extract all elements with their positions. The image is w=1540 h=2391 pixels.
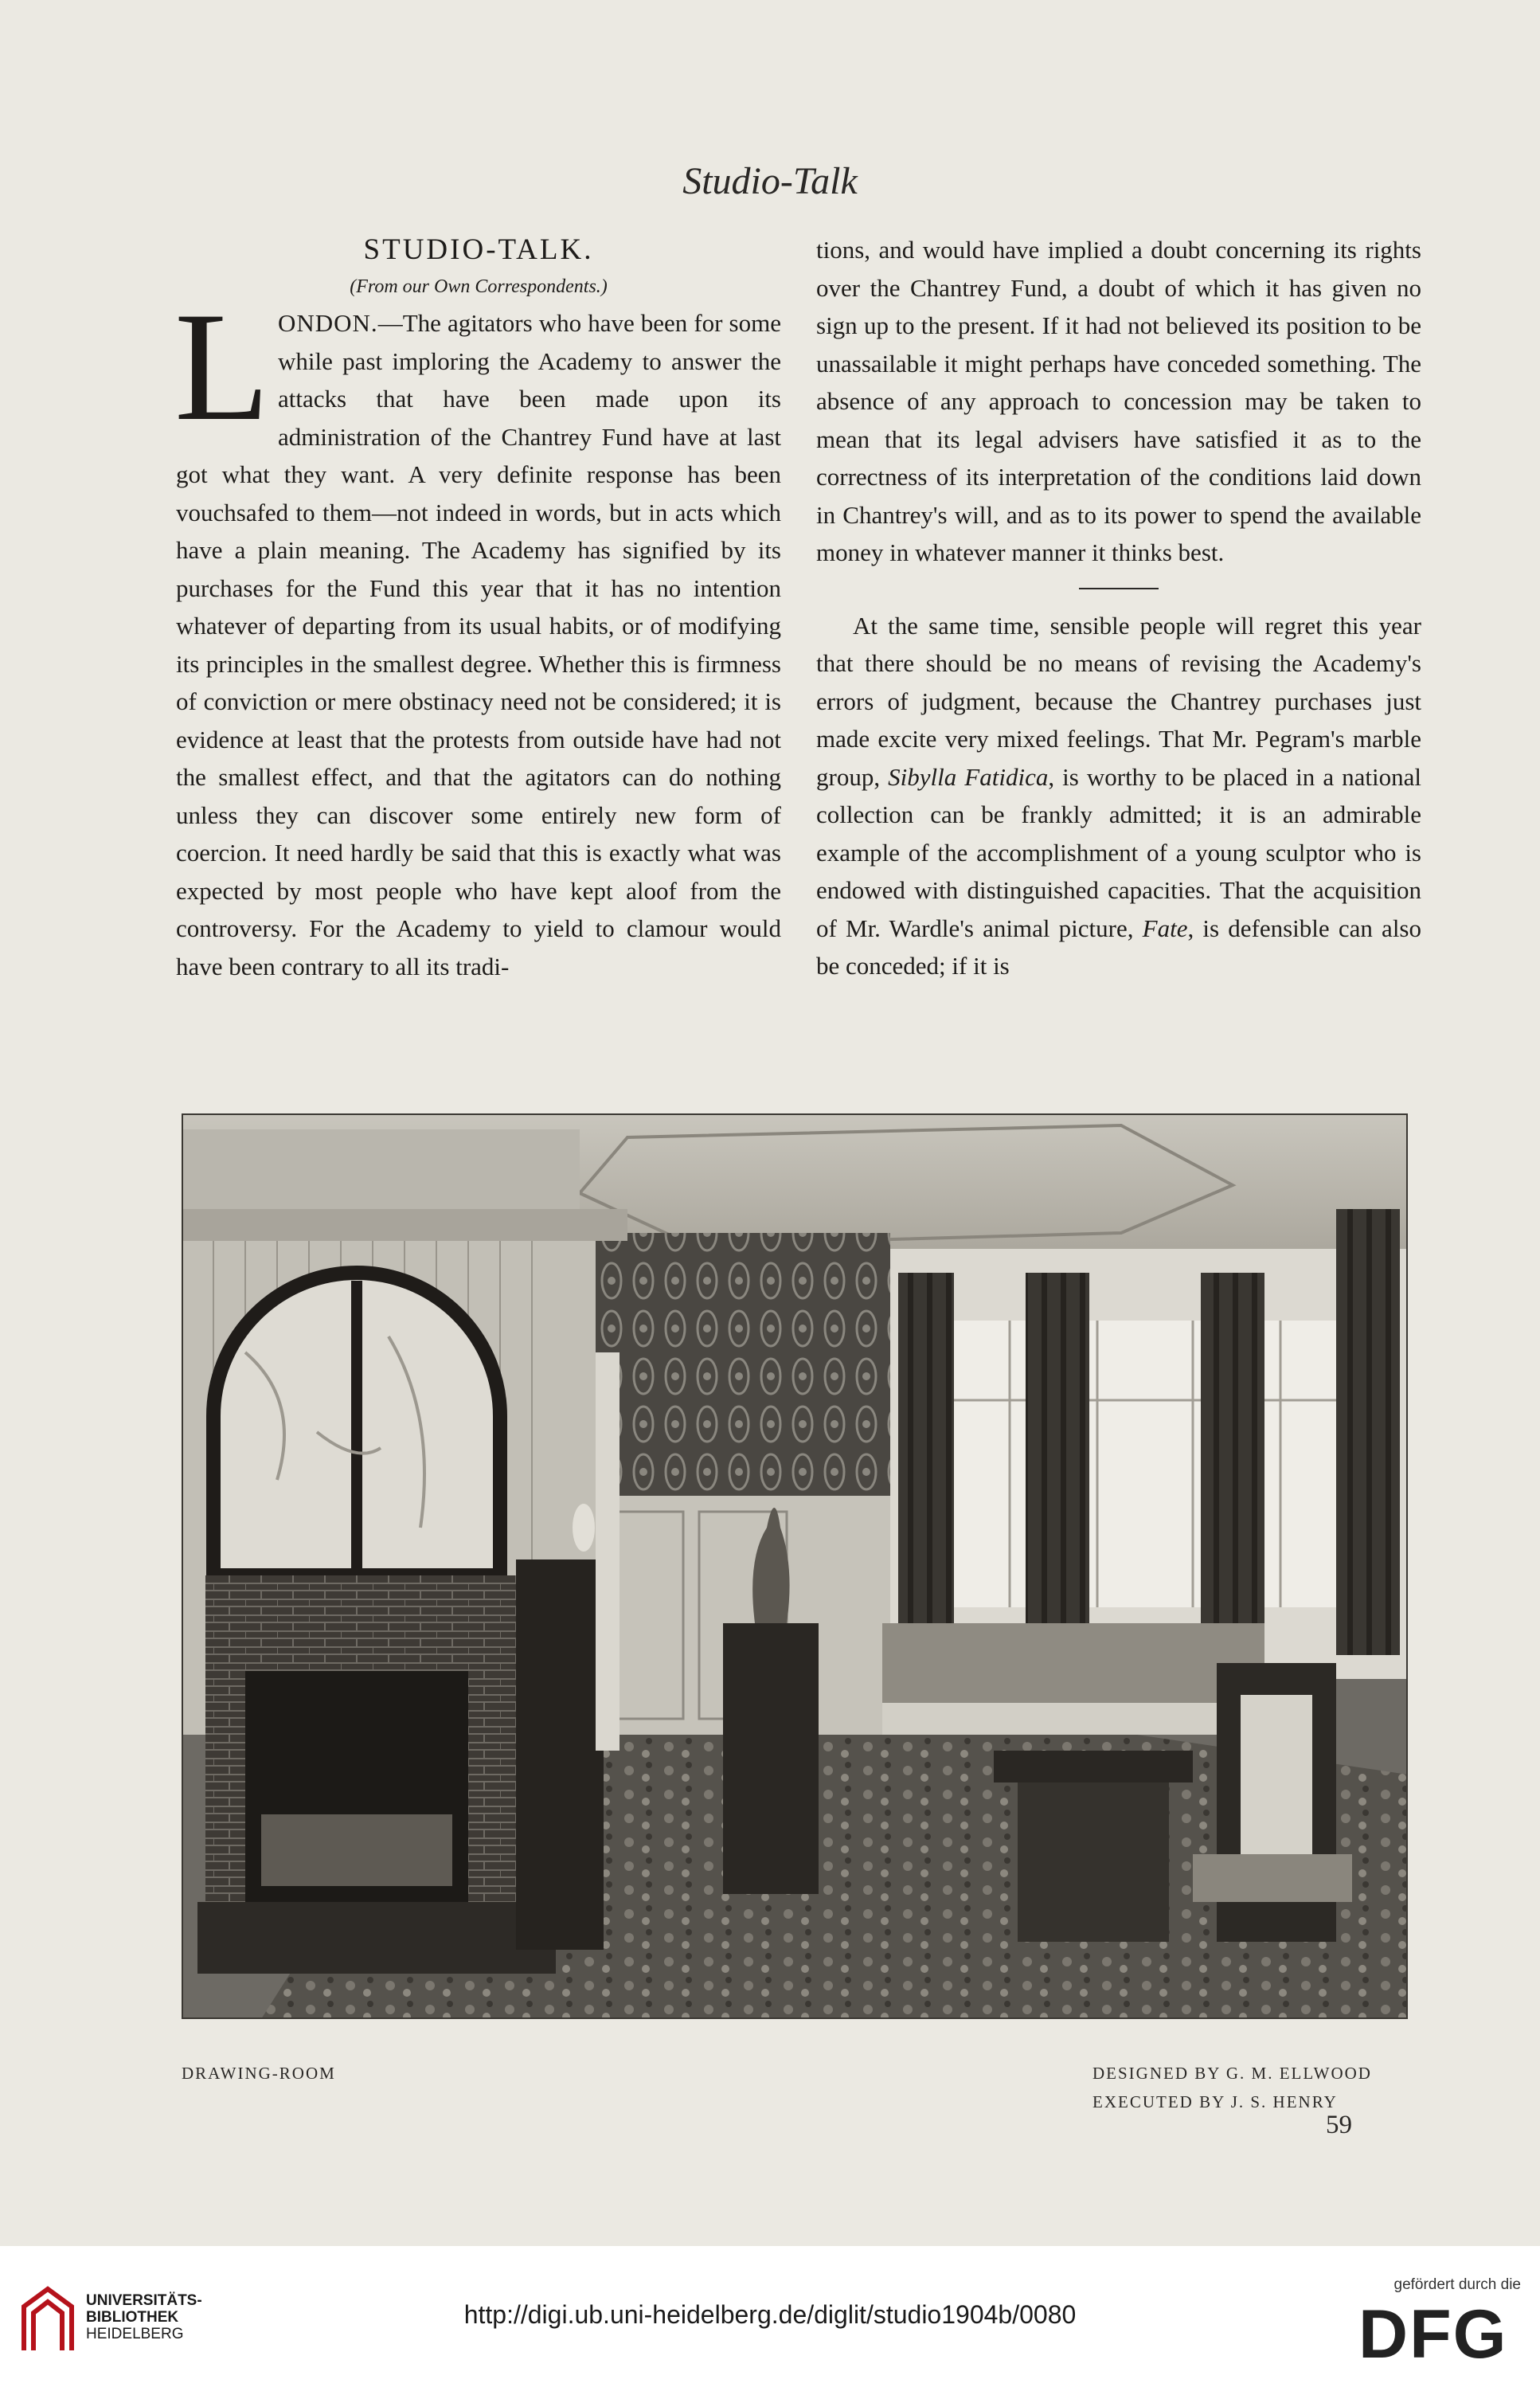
caption-designer: DESIGNED BY G. M. ELLWOOD (1092, 2064, 1372, 2083)
running-head: Studio-Talk (682, 160, 858, 202)
drawing-room-illustration (182, 1113, 1408, 2019)
section-title: STUDIO-TALK. (363, 233, 594, 266)
curtain-right (1201, 1273, 1264, 1671)
drawing-room-photograph (182, 1113, 1408, 2019)
paragraph-1-continued: tions, and would have implied a doubt concerning its rights over the Chantrey Fund, a doubt of which it has given no sign up to the present. If it had not believed its position to be unassailable it might perhaps have conceded something. The absence of any approach to concession may be taken to mean that its legal advisers have satisfied it as to the correctness of its interpretation of the conditions laid down in Chantrey's will, and as to its power to spend the available money in whatever manner it thinks best. (816, 236, 1421, 566)
curtain-left (898, 1273, 954, 1671)
pedestal (723, 1623, 819, 1894)
caption-room: DRAWING-ROOM (182, 2064, 336, 2083)
paragraph-1-text: —The agitators who have been for some while past imploring the Academy to answer the attacks that have been made upon its administration of the Chantrey Fund have at last got what they want. A very definite response has been vouchsafed to them—not indeed in words, but in acts which have a plain meaning. The Academy has signified by its purchases for the Fund this year that it has no intention whatever of departing from its usual habits, or of modifying its principles in the smallest degree. Whether this is firmness of conviction or mere obstinacy need not be considered; it is evidence at least that the protests from outside have had not the smallest effect, and that the agitators can do nothing unless they can discover some entirely new form of coercion. It need hardly be said that this is exactly what was expected by most people who have kept aloof from the controversy. For the Academy to yield to clamour would have been contrary to all its tradi- (176, 309, 781, 980)
center-table (994, 1751, 1193, 1782)
tall-cabinet (516, 1559, 604, 1950)
paragraph-2: At the same time, sensible people will regret this year that there should be no means of revising the Academy's errors of judgment, because the Chantrey purchases just made excite very mixed feelings. That Mr. Pegram's marble group, Sibylla Fatidica, is worthy to be placed in a national collection can be frankly admitted; it is an admirable example of the accomplishment of a young sculptor who is endowed with distinguished capacities. That the acquisition of Mr. Wardle's animal picture, Fate, is defensible can also be conceded; if it is (816, 611, 1421, 980)
curtain-middle (1026, 1273, 1089, 1671)
drop-cap: L (174, 280, 270, 453)
page-number: 59 (1326, 2111, 1352, 2139)
section-subtitle: (From our Own Correspondents.) (350, 276, 608, 297)
artwork-title-sibylla: Sibylla Fatidica (888, 762, 1049, 791)
dfg-logo: DFG (1358, 2296, 1508, 2373)
permalink-url[interactable]: http://digi.ub.uni-heidelberg.de/diglit/studio1904b/0080 (463, 2300, 1077, 2329)
caption-maker: EXECUTED BY J. S. HENRY (1092, 2092, 1338, 2111)
caption-credits (1092, 2059, 1419, 2116)
university-library-name: UNIVERSITÄTS- BIBLIOTHEK HEIDELBERG (86, 2292, 202, 2342)
section-divider (1079, 588, 1159, 589)
right-column (816, 231, 1421, 985)
artwork-title-fate: Fate (1142, 914, 1188, 942)
lead-word: ONDON. (278, 309, 378, 337)
left-column (176, 231, 781, 985)
digitization-footer (0, 2246, 1540, 2391)
funded-by-label: gefördert durch die (1393, 2276, 1521, 2293)
